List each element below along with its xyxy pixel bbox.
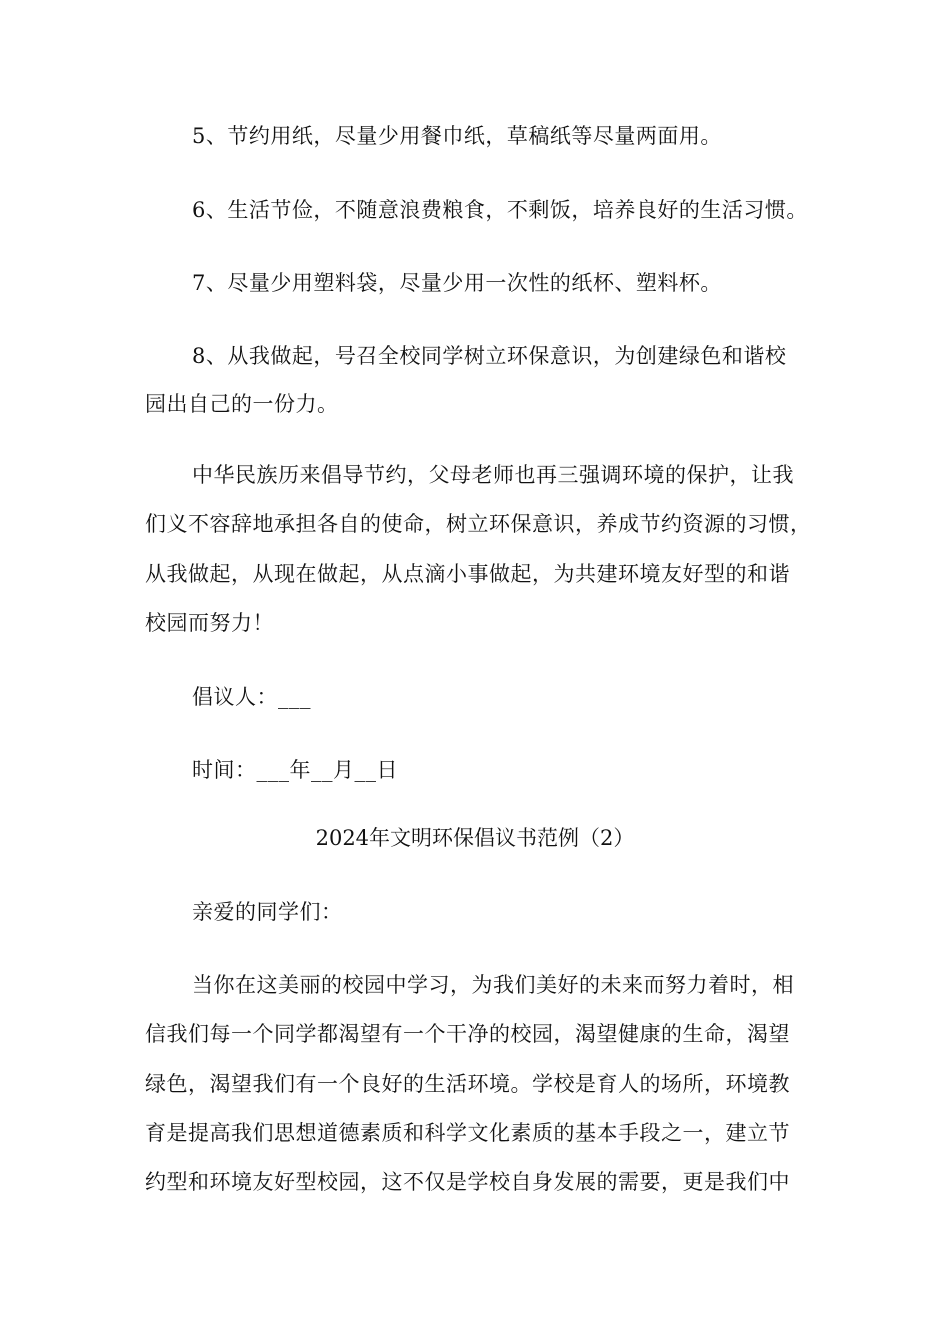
- item-8-line-1: 8、从我做起，号召全校同学树立环保意识，为创建绿色和谐校: [192, 344, 787, 368]
- item-6: 6、生活节俭，不随意浪费粮食，不剩饭，培养良好的生活习惯。: [192, 198, 808, 222]
- body-line-4: 育是提高我们思想道德素质和科学文化素质的基本手段之一，建立节: [145, 1121, 790, 1145]
- section-title: 2024年文明环保倡议书范例（2）: [315, 826, 635, 850]
- greeting: 亲爱的同学们：: [192, 900, 343, 924]
- date-line: 时间：___年__月__日: [192, 758, 398, 782]
- closing-line-2: 们义不容辞地承担各自的使命，树立环保意识，养成节约资源的习惯，: [145, 512, 812, 536]
- item-7: 7、尽量少用塑料袋，尽量少用一次性的纸杯、塑料杯。: [192, 271, 722, 295]
- body-line-3: 绿色，渴望我们有一个良好的生活环境。学校是育人的场所，环境教: [145, 1072, 790, 1096]
- item-8-line-2: 园出自己的一份力。: [145, 392, 339, 416]
- body-line-2: 信我们每一个同学都渴望有一个干净的校园，渴望健康的生命，渴望: [145, 1022, 790, 1046]
- closing-line-3: 从我做起，从现在做起，从点滴小事做起，为共建环境友好型的和谐: [145, 562, 790, 586]
- closing-line-4: 校园而努力！: [145, 611, 274, 635]
- item-5: 5、节约用纸，尽量少用餐巾纸，草稿纸等尽量两面用。: [192, 124, 722, 148]
- closing-line-1: 中华民族历来倡导节约，父母老师也再三强调环境的保护，让我: [192, 463, 794, 487]
- proposer-line: 倡议人：___: [192, 685, 311, 709]
- body-line-1: 当你在这美丽的校园中学习，为我们美好的未来而努力着时，相: [192, 973, 794, 997]
- body-line-5: 约型和环境友好型校园，这不仅是学校自身发展的需要，更是我们中: [145, 1170, 790, 1194]
